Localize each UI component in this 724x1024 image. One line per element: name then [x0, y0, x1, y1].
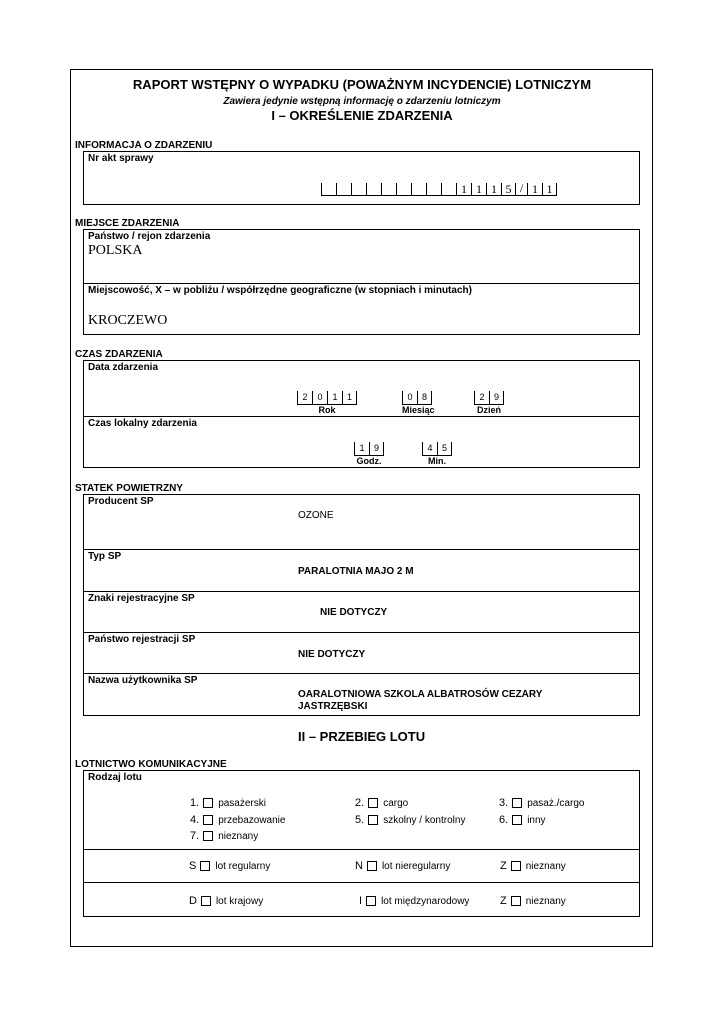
- option-label: pasażerski: [218, 797, 266, 809]
- option-number: 6.: [499, 814, 509, 826]
- user-value-line-1[interactable]: OARALOTNIOWA SZKOLA ALBATROSÓW CEZARY: [298, 689, 543, 700]
- day-field[interactable]: [474, 391, 504, 415]
- producer-label: Producent SP: [88, 496, 154, 507]
- aircraft-divider: [84, 549, 639, 550]
- case-digit: 5: [501, 183, 516, 196]
- locality-label: Miejscowość, X – w pobliżu / współrzędne geograficzne (w stopniach i minutach): [88, 285, 472, 296]
- case-digit: [336, 183, 351, 196]
- day-digit: 9: [489, 391, 504, 405]
- locality-value[interactable]: KROCZEWO: [88, 313, 168, 328]
- registration-value[interactable]: NIE DOTYCZY: [320, 607, 388, 618]
- date-label: Data zdarzenia: [88, 362, 159, 373]
- flight-divider: [84, 882, 639, 883]
- month-field[interactable]: [402, 391, 435, 415]
- option-scheduled[interactable]: [189, 860, 270, 872]
- checkbox-icon: [511, 861, 521, 871]
- option-letter: S: [189, 860, 197, 872]
- user-value-line-2[interactable]: JASTRZĘBSKI: [298, 701, 368, 712]
- aircraft-divider: [84, 673, 639, 674]
- hour-digit: 1: [354, 442, 369, 456]
- checkbox-icon: [200, 861, 210, 871]
- option-label: lot krajowy: [215, 895, 264, 907]
- option-other[interactable]: [499, 814, 546, 826]
- case-separator: /: [516, 182, 527, 196]
- year-digit: 1: [342, 391, 357, 405]
- case-digit: [381, 183, 396, 196]
- section-place: MIEJSCE ZDARZENIA: [75, 218, 180, 229]
- checkbox-icon: [203, 831, 213, 841]
- option-label: szkolny / kontrolny: [383, 814, 466, 826]
- registration-label: Znaki rejestracyjne SP: [88, 593, 195, 604]
- case-digit: [366, 183, 381, 196]
- case-year-digit: 1: [542, 183, 557, 196]
- user-label: Nazwa użytkownika SP: [88, 675, 198, 686]
- option-passenger[interactable]: [190, 797, 266, 809]
- case-digit: 1: [486, 183, 501, 196]
- option-number: 1.: [190, 797, 200, 809]
- local-time-label: Czas lokalny zdarzenia: [88, 418, 197, 429]
- type-label: Typ SP: [88, 551, 122, 562]
- day-caption: Dzień: [476, 405, 501, 415]
- option-regularity-unknown[interactable]: [500, 860, 566, 872]
- hour-field[interactable]: [354, 442, 384, 466]
- flight-divider: [84, 849, 639, 850]
- minute-digit: 5: [437, 442, 452, 456]
- case-digit: 1: [471, 183, 486, 196]
- flight-kind-label: Rodzaj lotu: [88, 772, 142, 783]
- checkbox-icon: [511, 896, 521, 906]
- checkbox-icon: [512, 815, 522, 825]
- section-time: CZAS ZDARZENIA: [75, 349, 163, 360]
- month-caption: Miesiąc: [402, 405, 435, 415]
- option-label: pasaż./cargo: [527, 797, 585, 809]
- section-aircraft: STATEK POWIETRZNY: [75, 483, 183, 494]
- year-digit: 2: [297, 391, 312, 405]
- case-digit: [426, 183, 441, 196]
- case-digit: 1: [456, 183, 471, 196]
- part-two-heading: II – PRZEBIEG LOTU: [298, 729, 426, 744]
- option-scope-unknown[interactable]: [500, 895, 566, 907]
- option-domestic[interactable]: [189, 895, 263, 907]
- option-international[interactable]: [359, 895, 469, 907]
- option-label: nieznany: [218, 830, 259, 842]
- checkbox-icon: [203, 815, 213, 825]
- country-label: Państwo / rejon zdarzenia: [88, 231, 211, 242]
- option-label: nieznany: [525, 895, 566, 907]
- year-digit: 0: [312, 391, 327, 405]
- option-number: 5.: [355, 814, 365, 826]
- checkbox-icon: [201, 896, 211, 906]
- option-letter: N: [355, 860, 363, 872]
- option-label: przebazowanie: [218, 814, 286, 826]
- case-digit: [396, 183, 411, 196]
- case-digit: [411, 183, 426, 196]
- hour-digit: 9: [369, 442, 384, 456]
- checkbox-icon: [512, 798, 522, 808]
- option-letter: Z: [500, 860, 507, 872]
- case-digit: [321, 183, 336, 196]
- aircraft-box: [83, 494, 640, 716]
- option-number: 3.: [499, 797, 509, 809]
- option-number: 4.: [190, 814, 200, 826]
- month-digit: 0: [402, 391, 417, 405]
- place-divider: [84, 283, 639, 284]
- option-ferry[interactable]: [190, 814, 285, 826]
- registration-country-value[interactable]: NIE DOTYCZY: [298, 649, 366, 660]
- option-letter: Z: [500, 895, 507, 907]
- registration-country-label: Państwo rejestracji SP: [88, 634, 196, 645]
- aircraft-divider: [84, 591, 639, 592]
- form-title: RAPORT WSTĘPNY O WYPADKU (POWAŻNYM INCYDENCIE) LOTNICZYM: [132, 77, 592, 92]
- flight-box: [83, 770, 640, 917]
- option-passenger-cargo[interactable]: [499, 797, 584, 809]
- hour-caption: Godz.: [356, 456, 382, 466]
- case-year-digit: 1: [527, 183, 542, 196]
- year-digit: 1: [327, 391, 342, 405]
- option-training[interactable]: [355, 814, 465, 826]
- checkbox-icon: [203, 798, 213, 808]
- option-number: 7.: [190, 830, 200, 842]
- option-letter: I: [359, 895, 363, 907]
- case-number-box: [83, 151, 640, 205]
- aircraft-divider: [84, 632, 639, 633]
- year-field[interactable]: [297, 391, 357, 415]
- option-number: 2.: [355, 797, 365, 809]
- section-flight: LOTNICTWO KOMUNIKACYJNE: [75, 759, 227, 770]
- case-digit: [441, 183, 456, 196]
- checkbox-icon: [366, 896, 376, 906]
- option-letter: D: [189, 895, 197, 907]
- option-unknown[interactable]: [190, 830, 258, 842]
- section-info: INFORMACJA O ZDARZENIU: [75, 140, 213, 151]
- option-label: nieznany: [525, 860, 566, 872]
- producer-value[interactable]: OZONE: [298, 510, 334, 521]
- minute-digit: 4: [422, 442, 437, 456]
- country-value[interactable]: POLSKA: [88, 243, 143, 258]
- option-label: lot nieregularny: [381, 860, 451, 872]
- minute-caption: Min.: [428, 456, 446, 466]
- time-box: [83, 360, 640, 468]
- checkbox-icon: [368, 798, 378, 808]
- option-cargo[interactable]: [355, 797, 408, 809]
- checkbox-icon: [368, 815, 378, 825]
- option-label: lot międzynarodowy: [381, 895, 470, 907]
- part-one-heading: I – OKREŚLENIE ZDARZENIA: [271, 108, 453, 123]
- time-divider: [84, 416, 639, 417]
- option-label: inny: [527, 814, 546, 826]
- option-label: cargo: [383, 797, 409, 809]
- day-digit: 2: [474, 391, 489, 405]
- month-digit: 8: [417, 391, 432, 405]
- form-subtitle: Zawiera jedynie wstępną informację o zdarzeniu lotniczym: [223, 96, 501, 107]
- type-value[interactable]: PARALOTNIA MAJO 2 M: [298, 566, 414, 577]
- option-non-scheduled[interactable]: [355, 860, 450, 872]
- minute-field[interactable]: [422, 442, 452, 466]
- option-label: lot regularny: [215, 860, 271, 872]
- checkbox-icon: [367, 861, 377, 871]
- place-box: [83, 229, 640, 335]
- case-number-field[interactable]: [321, 182, 557, 196]
- year-caption: Rok: [318, 405, 336, 415]
- case-digit: [351, 183, 366, 196]
- case-number-label: Nr akt sprawy: [88, 153, 154, 164]
